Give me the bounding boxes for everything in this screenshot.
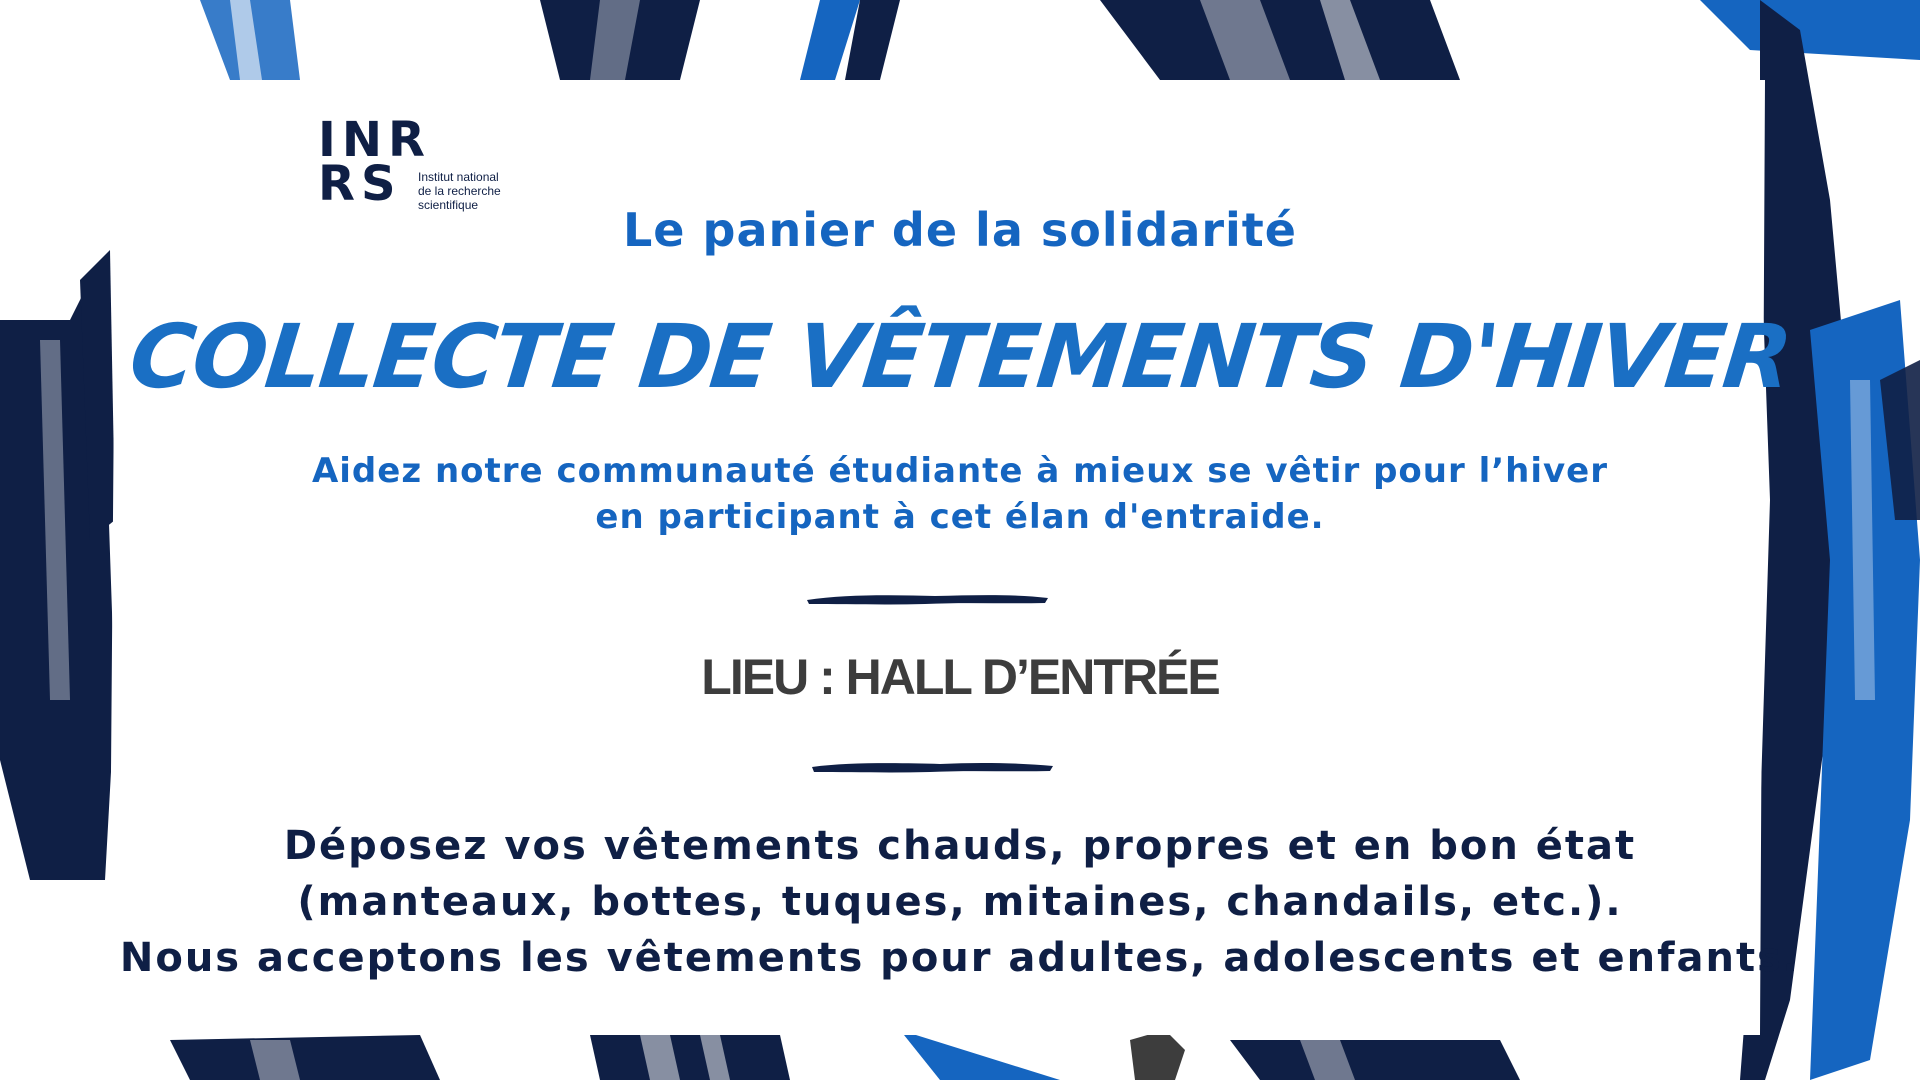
top-brush-strokes [200, 0, 1920, 80]
event-title: COLLECTE DE VÊTEMENTS D'HIVER [125, 305, 1795, 408]
intro-line-1: Aidez notre communauté étudiante à mieux se vêtir pour l’hiver [311, 451, 1609, 491]
event-subtitle: Le panier de la solidarité [623, 203, 1297, 257]
divider-top [805, 592, 1050, 606]
details-line-1: Déposez vos vêtements chauds, propres et en bon état [283, 823, 1637, 869]
inrs-logo-mark: INR RS [318, 112, 431, 212]
location-label: LIEU : HALL D’ENTRÉE [701, 649, 1219, 705]
intro-line-2: en participant à cet élan d'entraide. [595, 497, 1325, 537]
inrs-logo-caption: Institut national de la recherche scientifique [418, 170, 501, 212]
details-line-3: Nous acceptons les vêtements pour adultes, adolescents et enfants. [119, 935, 1801, 981]
details-line-2: (manteaux, bottes, tuques, mitaines, chandails, etc.). [297, 879, 1623, 925]
divider-bottom [810, 760, 1055, 774]
donation-details [0, 818, 1920, 986]
intro-text [0, 448, 1920, 540]
bottom-brush-strokes [170, 1030, 1520, 1080]
